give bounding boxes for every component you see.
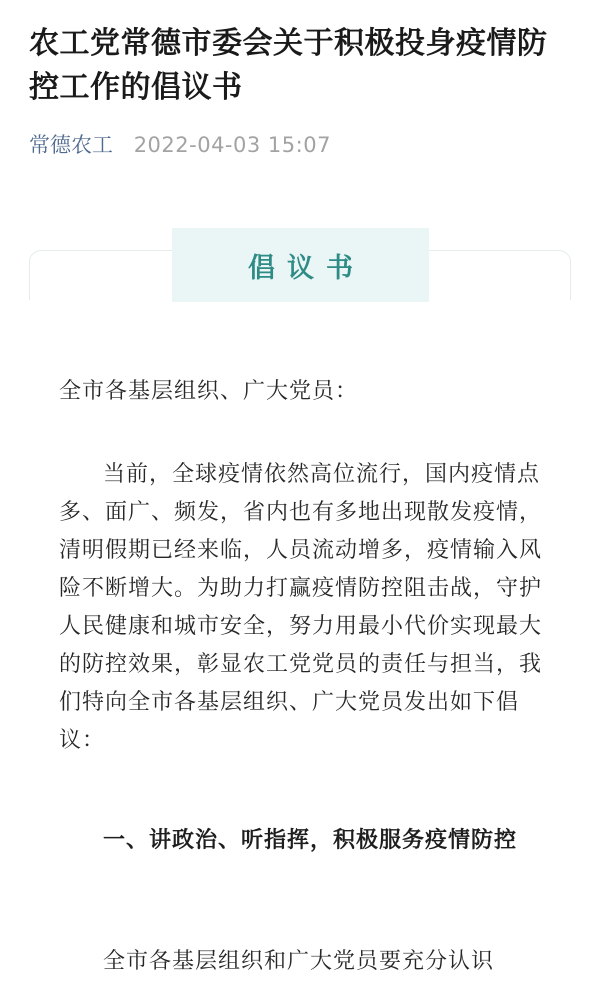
greeting-paragraph: 全市各基层组织、广大党员： <box>59 379 359 404</box>
heading-text: 倡议书 <box>248 252 365 284</box>
body-paragraph: 当前，全球疫情依然高位流行，国内疫情点多、面广、频发，省内也有多地出现散发疫情，清明假期已经来临，人员流动增多，疫情输入风险不断增大。为助力打赢疫情防控阻击战，守护人民健康和城市安全，努力用最小代价实现最大的防控效果，彰显农工党党员的责任与担当，我们特向全市各基层组织、广大党员发出如下倡议： <box>59 462 543 753</box>
account-name-link[interactable]: 常德农工 <box>29 133 113 157</box>
article-title: 农工党常德市委会关于积极投身疫情防控工作的倡议书 <box>29 26 548 105</box>
body-paragraph-2: 全市各基层组织和广大党员要充分认识 <box>103 949 495 974</box>
publish-date: 2022-04-03 15:07 <box>133 133 331 157</box>
section-heading: 一、讲政治、听指挥，积极服务疫情防控 <box>103 828 518 853</box>
article-meta <box>29 130 331 160</box>
heading-banner <box>172 228 429 302</box>
